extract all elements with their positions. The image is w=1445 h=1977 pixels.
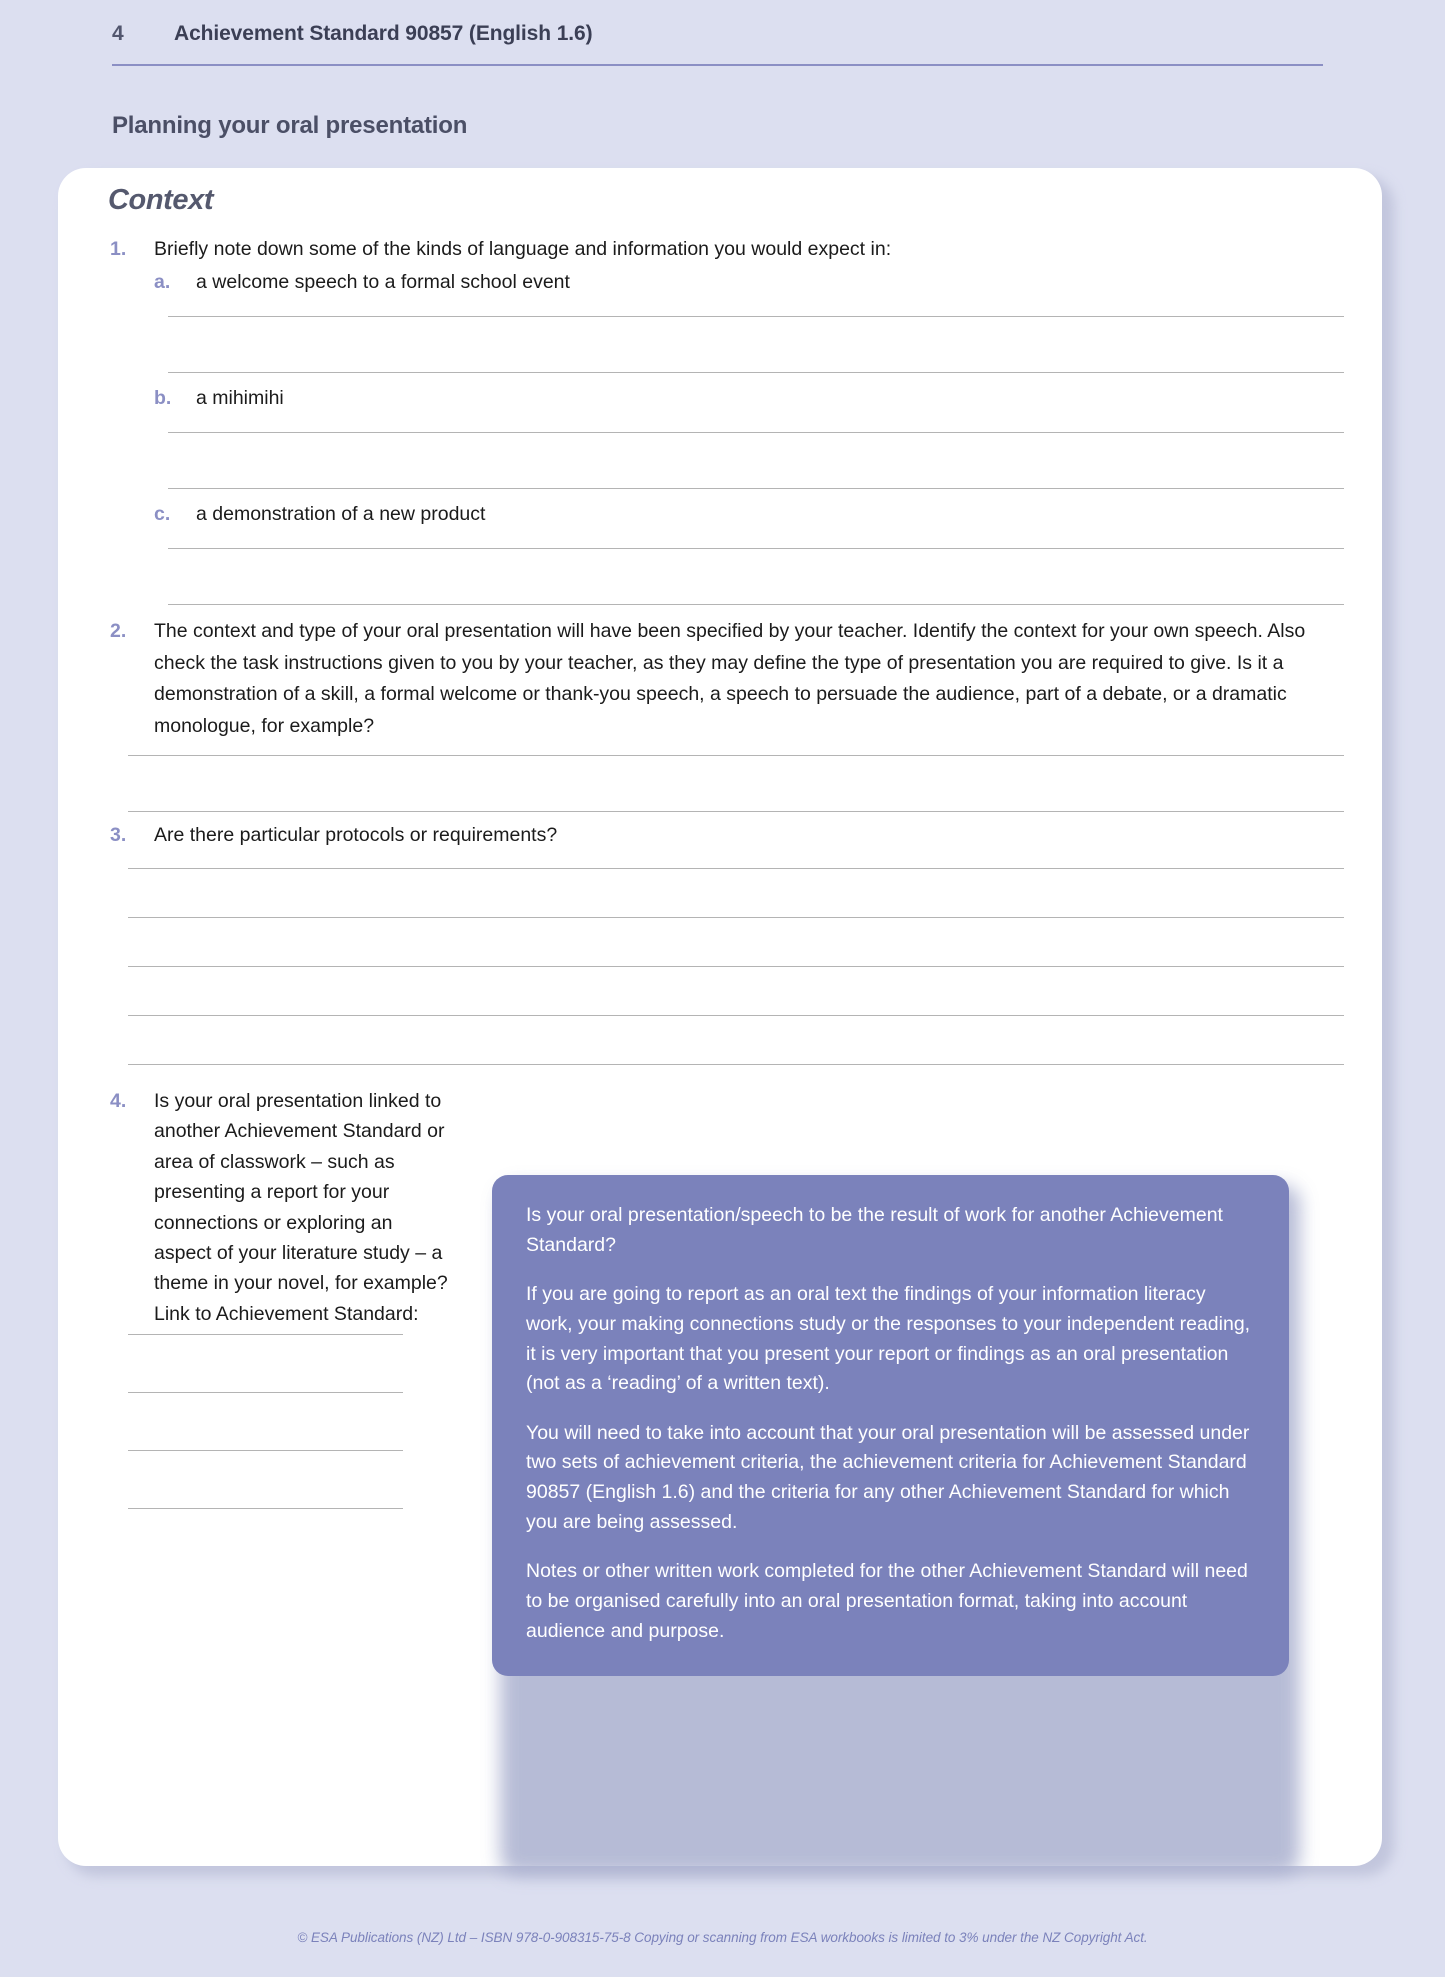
answer-line[interactable]: [128, 1334, 403, 1335]
answer-line[interactable]: [128, 811, 1344, 812]
question-4-number: 4.: [110, 1090, 127, 1112]
context-heading: Context: [108, 184, 214, 216]
question-1-number: 1.: [110, 238, 127, 260]
question-3-text: Are there particular protocols or requirements?: [154, 824, 558, 846]
callout-paragraph-2: If you are going to report as an oral text the findings of your information literacy work, your making connections study or the responses to your independent reading, it is very important that you present your report or findings as an oral presentation (not as a ‘reading’ of a written text).: [526, 1283, 1251, 1395]
answer-line[interactable]: [128, 1064, 1344, 1065]
answer-line[interactable]: [168, 604, 1344, 605]
page-footer: © ESA Publications (NZ) Ltd – ISBN 978-0-908315-75-8 Copying or scanning from ESA workbooks is limited to 3% under the NZ Copyright Act.: [297, 1930, 1148, 1945]
answer-line[interactable]: [128, 755, 1344, 756]
answer-line[interactable]: [128, 1450, 403, 1451]
answer-line[interactable]: [168, 488, 1344, 489]
page-header: [112, 22, 1322, 46]
question-1a: [154, 267, 1344, 299]
question-1c: [154, 499, 1344, 531]
section-title: Planning your oral presentation: [112, 112, 468, 139]
question-2-number: 2.: [110, 620, 127, 642]
answer-line[interactable]: [128, 1392, 403, 1393]
answer-line[interactable]: [168, 548, 1344, 549]
callout-paragraph-4: Notes or other written work completed for the other Achievement Standard will need to be organised carefully into an oral presentation format, taking into account audience and purpose.: [526, 1560, 1248, 1642]
question-1a-text: a welcome speech to a formal school event: [196, 271, 570, 293]
answer-line[interactable]: [128, 917, 1344, 918]
question-1c-number: c.: [154, 503, 171, 525]
callout-box: [492, 1175, 1289, 1676]
question-3: [110, 820, 1345, 852]
question-1c-text: a demonstration of a new product: [196, 503, 486, 525]
question-3-number: 3.: [110, 824, 127, 846]
question-4-text: Is your oral presentation linked to another Achievement Standard or area of classwork – such as presenting a report for your connections or exploring an aspect of your literature study – a theme in your novel, for example?: [154, 1090, 448, 1295]
answer-line[interactable]: [128, 966, 1344, 967]
question-1: [110, 234, 1345, 266]
question-1b: [154, 383, 1344, 415]
question-1-text: Briefly note down some of the kinds of language and information you would expect in:: [154, 238, 892, 260]
question-1a-number: a.: [154, 271, 171, 293]
question-1b-number: b.: [154, 387, 172, 409]
question-2: [110, 616, 1345, 742]
answer-line[interactable]: [128, 868, 1344, 869]
page-number: 4: [112, 22, 124, 45]
callout-paragraph-1: Is your oral presentation/speech to be the result of work for another Achievement Standard?: [526, 1204, 1223, 1256]
answer-line[interactable]: [128, 1015, 1344, 1016]
header-divider: [112, 64, 1323, 66]
answer-line[interactable]: [168, 372, 1344, 373]
page-title: Achievement Standard 90857 (English 1.6): [174, 22, 593, 45]
answer-line[interactable]: [168, 432, 1344, 433]
answer-line[interactable]: [168, 316, 1344, 317]
question-2-text: The context and type of your oral presentation will have been specified by your teacher. Identify the context for your own speech. Also check the task instructions given to you by your teacher, as they may define the type of presentation you are required to give. Is it a demonstration of a skill, a formal welcome or thank-you speech, a speech to persuade the audience, part of a debate, or a dramatic monologue, for example?: [154, 620, 1306, 737]
question-1b-text: a mihimihi: [196, 387, 284, 409]
question-4: [110, 1086, 450, 1329]
answer-line[interactable]: [128, 1508, 403, 1509]
question-4-link-label: Link to Achievement Standard:: [154, 1302, 419, 1325]
callout-paragraph-3: You will need to take into account that your oral presentation will be assessed under two sets of achievement criteria, the achievement criteria for Achievement Standard 90857 (English 1.6) and the criteria for any other Achievement Standard for which you are being assessed.: [526, 1421, 1250, 1533]
